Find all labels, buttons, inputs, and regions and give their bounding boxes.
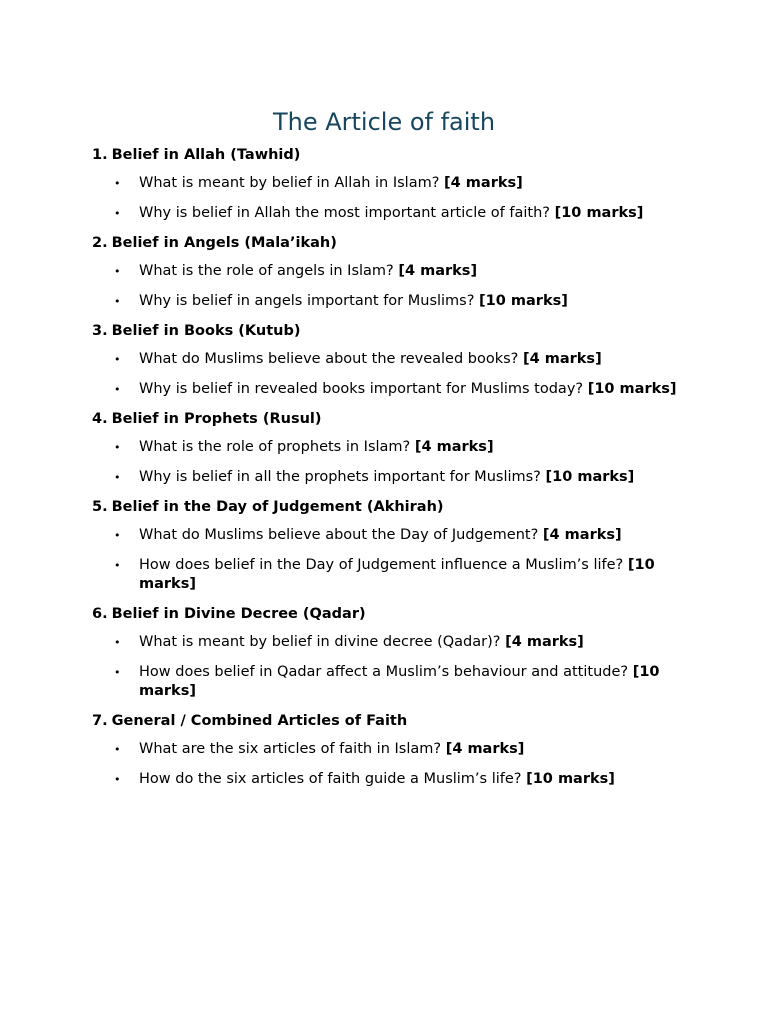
marks-label: [10 marks] [526, 771, 615, 787]
marks-label: [10 marks] [139, 664, 660, 699]
question-item [92, 262, 692, 281]
question-list [92, 526, 692, 594]
marks-label: [4 marks] [505, 634, 584, 650]
question-text: Why is belief in Allah the most important article of faith? [139, 205, 550, 221]
section-heading [92, 605, 692, 633]
bullet-icon: • [114, 529, 121, 542]
bullet-icon: • [114, 383, 121, 396]
bullet-icon: • [114, 773, 121, 786]
section-heading [92, 322, 692, 350]
question-item [92, 633, 692, 652]
marks-label: [4 marks] [414, 439, 494, 455]
section-heading [92, 712, 692, 740]
section-number: 6. [92, 606, 108, 622]
section [92, 712, 692, 789]
section-number: 7. [92, 713, 108, 729]
section-number: 1. [92, 147, 108, 163]
marks-label: [4 marks] [445, 741, 525, 757]
bullet-icon: • [114, 441, 121, 454]
question-text: What is the role of angels in Islam? [139, 263, 394, 279]
question-text: Why is belief in angels important for Muslims? [139, 293, 475, 309]
question-item [92, 350, 692, 369]
marks-label: [4 marks] [522, 351, 602, 367]
marks-label: [4 marks] [542, 527, 622, 543]
section-number: 2. [92, 235, 108, 251]
bullet-icon: • [114, 265, 121, 278]
bullet-icon: • [114, 636, 121, 649]
section [92, 322, 692, 399]
bullet-icon: • [114, 743, 121, 756]
bullet-icon: • [114, 666, 121, 679]
question-text: How do the six articles of faith guide a Muslim’s life? [139, 771, 522, 787]
section-number: 5. [92, 499, 108, 515]
question-item [92, 770, 692, 789]
question-text: What do Muslims believe about the revealed books? [139, 351, 519, 367]
bullet-icon: • [114, 353, 121, 366]
question-text: What is meant by belief in divine decree (Qadar)? [139, 634, 501, 650]
marks-label: [10 marks] [545, 469, 635, 485]
question-item [92, 292, 692, 311]
marks-label: [10 marks] [554, 205, 644, 221]
question-item [92, 380, 692, 399]
question-list [92, 350, 692, 399]
question-item [92, 740, 692, 759]
question-item [92, 204, 692, 223]
section-title: Belief in the Day of Judgement (Akhirah) [111, 499, 444, 515]
question-list [92, 740, 692, 789]
section-title: Belief in Allah (Tawhid) [111, 147, 301, 163]
question-text: Why is belief in all the prophets important for Muslims? [139, 469, 541, 485]
question-list [92, 438, 692, 487]
document-title: The Article of faith [272, 108, 496, 136]
bullet-icon: • [114, 559, 121, 572]
section-title: Belief in Prophets (Rusul) [111, 411, 322, 427]
question-item [92, 174, 692, 193]
question-item [92, 663, 692, 701]
question-text: What are the six articles of faith in Islam? [139, 741, 442, 757]
section-number: 3. [92, 323, 108, 339]
section-number: 4. [92, 411, 108, 427]
question-item [92, 526, 692, 545]
question-item [92, 556, 692, 594]
section [92, 410, 692, 487]
section-heading [92, 234, 692, 262]
question-item [92, 468, 692, 487]
marks-label: [10 marks] [587, 381, 677, 397]
section-title: Belief in Divine Decree (Qadar) [111, 606, 366, 622]
bullet-icon: • [114, 207, 121, 220]
section [92, 498, 692, 594]
marks-label: [4 marks] [444, 175, 523, 191]
bullet-icon: • [114, 177, 121, 190]
section-title: Belief in Angels (Mala’ikah) [111, 235, 337, 251]
section [92, 605, 692, 701]
question-list [92, 262, 692, 311]
marks-label: [10 marks] [479, 293, 568, 309]
question-text: How does belief in Qadar affect a Muslim’s behaviour and attitude? [139, 664, 629, 680]
sections-list [92, 146, 692, 800]
bullet-icon: • [114, 471, 121, 484]
section-heading [92, 410, 692, 438]
section-heading [92, 498, 692, 526]
section [92, 234, 692, 311]
question-text: Why is belief in revealed books important for Muslims today? [139, 381, 584, 397]
question-item [92, 438, 692, 457]
question-list [92, 633, 692, 701]
question-text: What do Muslims believe about the Day of Judgement? [139, 527, 539, 543]
section-heading [92, 146, 692, 174]
question-list [92, 174, 692, 223]
bullet-icon: • [114, 295, 121, 308]
question-text: What is the role of prophets in Islam? [139, 439, 411, 455]
question-text: How does belief in the Day of Judgement influence a Muslim’s life? [139, 557, 624, 573]
marks-label: [10 marks] [139, 557, 655, 592]
question-text: What is meant by belief in Allah in Islam? [139, 175, 440, 191]
section-title: General / Combined Articles of Faith [111, 713, 408, 729]
section-title: Belief in Books (Kutub) [111, 323, 301, 339]
marks-label: [4 marks] [398, 263, 478, 279]
section [92, 146, 692, 223]
